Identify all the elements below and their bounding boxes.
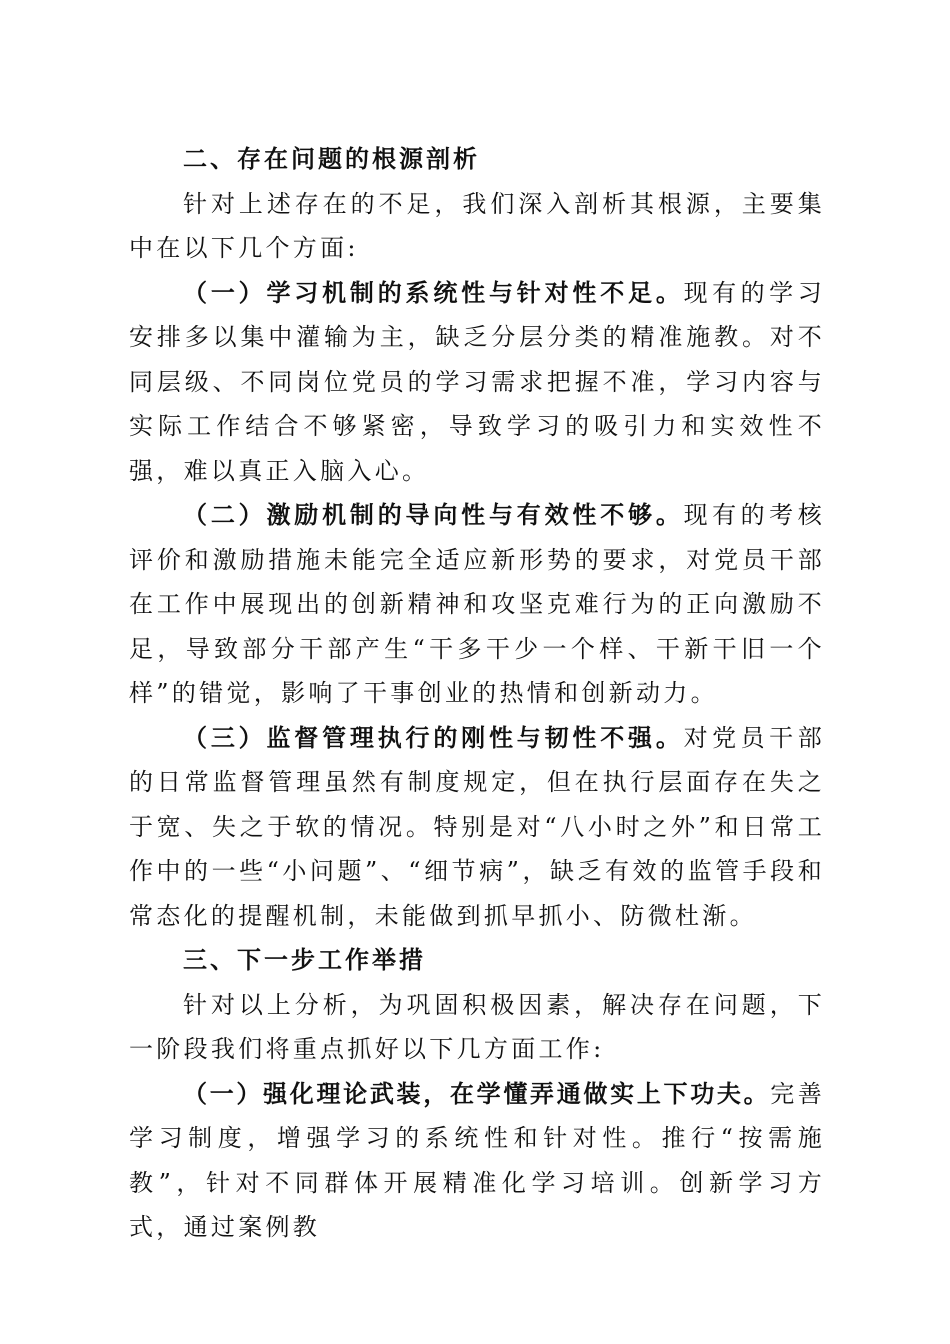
paragraph-incentive-mechanism [129,493,825,716]
document-body [129,137,825,1250]
paragraph-lead: （三）监督管理执行的刚性与韧性不强。 [183,723,684,752]
paragraph-theory-study [129,1072,825,1250]
paragraph-body: 对党员干部的日常监督管理虽然有制度规定，但在执行层面存在失之于宽、失之于软的情况。特别是对“八小时之外”和日常工作中的一些“小问题”、“细节病”，缺乏有效的监管手段和常态化的提醒机制，未能做到抓早抓小、防微杜渐。 [129,723,825,930]
section-heading-root-cause: 二、存在问题的根源剖析 [183,145,480,173]
paragraph-body: 现有的学习安排多以集中灌输为主，缺乏分层分类的精准施教。对不同层级、不同岗位党员的学习需求把握不准，学习内容与实际工作结合不够紧密，导致学习的吸引力和实效性不强，难以真正入脑入心。 [129,278,825,485]
paragraph-body: 现有的考核评价和激励措施未能完全适应新形势的要求，对党员干部在工作中展现出的创新精神和攻坚克难行为的正向激励不足，导致部分干部产生“干多干少一个样、干新干旧一个样”的错觉，影响了干事创业的热情和创新动力。 [129,501,825,707]
paragraph-lead: （一）强化理论武装，在学懂弄通做实上下功夫。 [183,1079,771,1108]
paragraph-supervision-management [129,716,825,939]
section-heading-next-steps: 三、下一步工作举措 [183,946,426,974]
section-intro-root-cause: 针对上述存在的不足，我们深入剖析其根源，主要集中在以下几个方面: [129,189,825,262]
paragraph-lead: （一）学习机制的系统性与针对性不足。 [183,278,684,307]
paragraph-lead: （二）激励机制的导向性与有效性不够。 [183,501,684,529]
paragraph-learning-mechanism [129,271,825,494]
paragraph-body: 完善学习制度，增强学习的系统性和针对性。推行“按需施教”，针对不同群体开展精准化学习培训。创新学习方式，通过案例教 [129,1079,825,1241]
section-intro-next-steps: 针对以上分析，为巩固积极因素，解决存在问题，下一阶段我们将重点抓好以下几方面工作: [129,990,825,1063]
